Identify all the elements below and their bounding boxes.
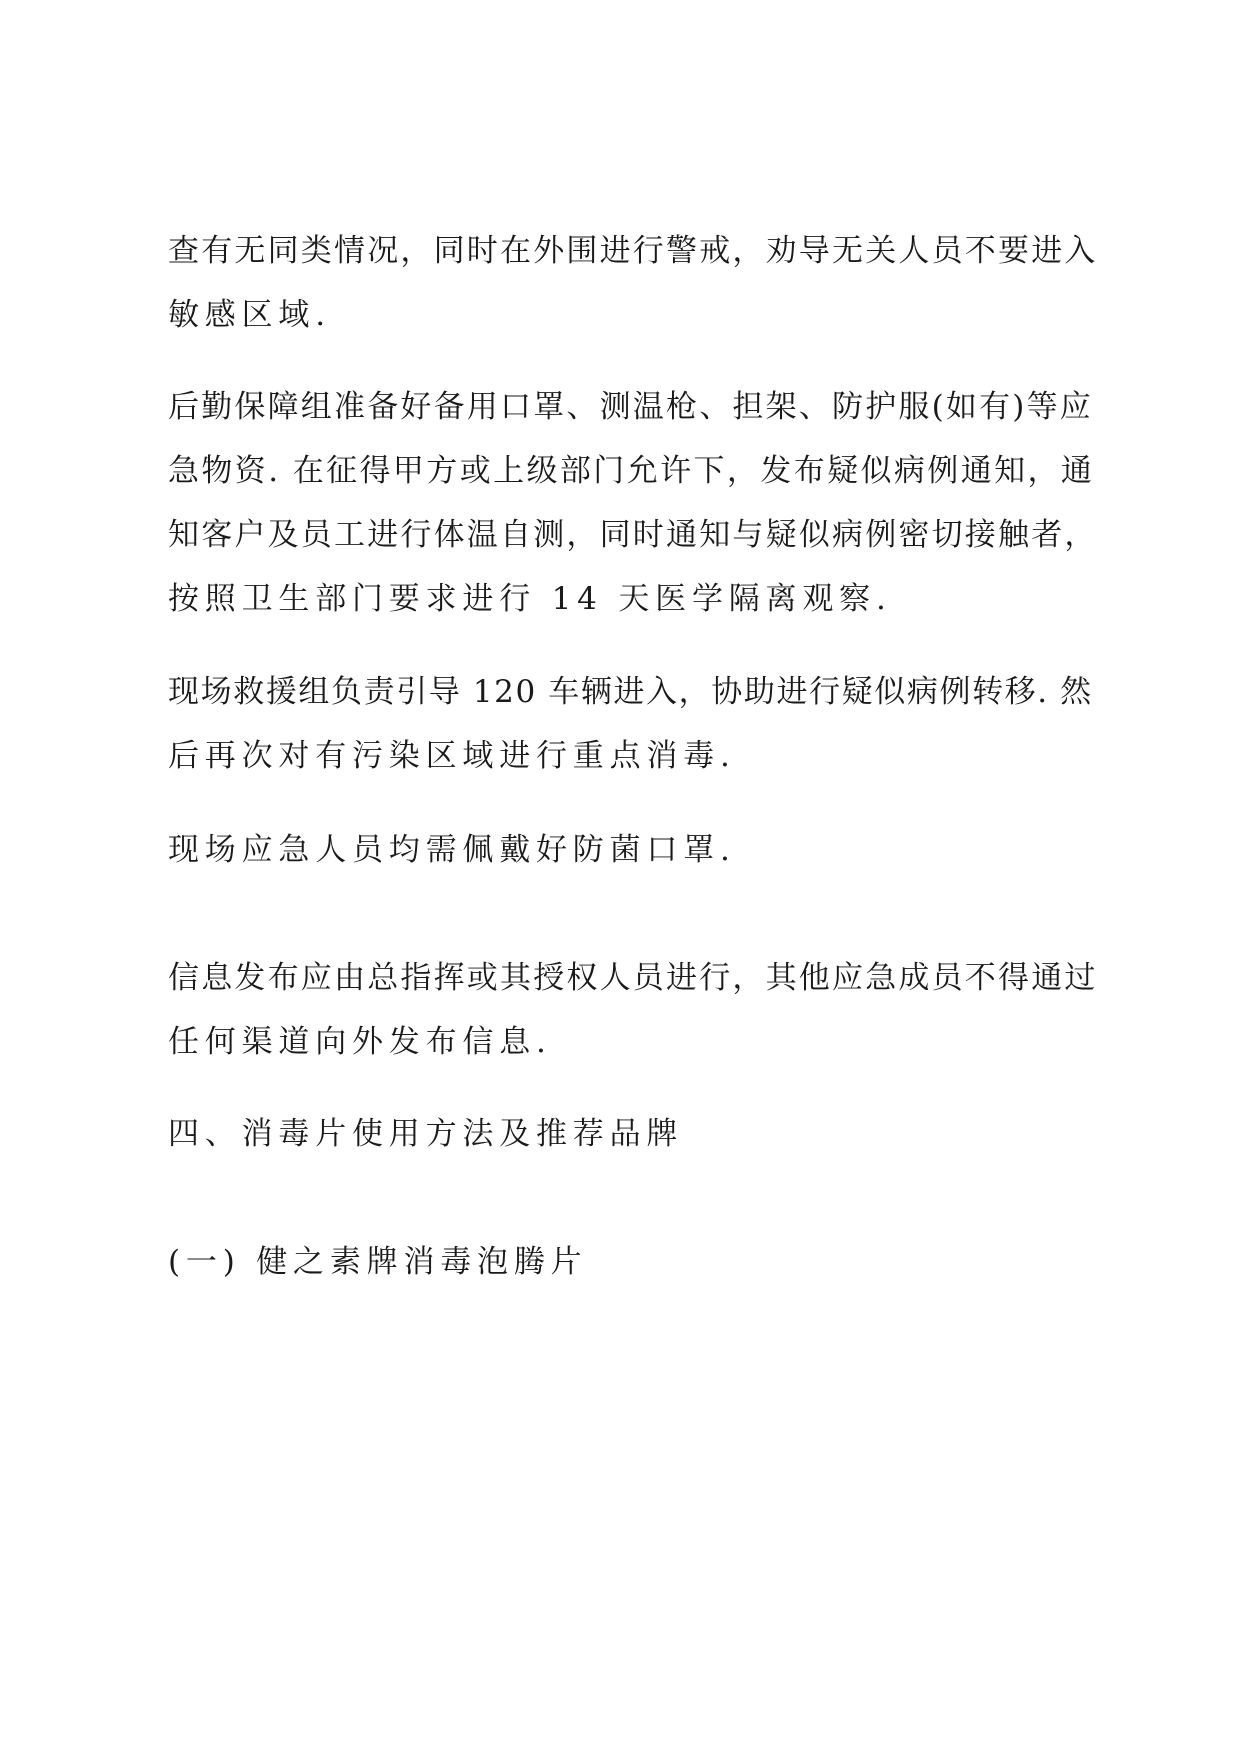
text-line: 现场救援组负责引导 120 车辆进入，协助进行疑似病例转移. 然 (168, 674, 1093, 710)
paragraph-rescue-group (168, 660, 1098, 788)
paragraph-protective-masks (168, 818, 1098, 882)
subsection-heading: (一) 健之素牌消毒泡腾片 (168, 1244, 588, 1280)
text-line: 任何渠道向外发布信息. (168, 1024, 552, 1060)
text-line: 现场应急人员均需佩戴好防菌口罩. (168, 832, 736, 868)
paragraph-logistics-support (168, 375, 1098, 631)
text-line: 后勤保障组准备好备用口罩、测温枪、担架、防护服(如有)等应 (168, 389, 1093, 425)
text-line: 查有无同类情况，同时在外围进行警戒，劝导无关人员不要进入 (168, 233, 1098, 269)
subsection-heading-brand (168, 1230, 1098, 1294)
paragraph-isolation-check (168, 219, 1098, 347)
text-line: 急物资. 在征得甲方或上级部门允许下，发布疑似病例通知，通 (168, 453, 1095, 489)
text-line: 后再次对有污染区域进行重点消毒. (168, 738, 736, 774)
text-line: 敏感区域. (168, 297, 331, 333)
text-line: 按照卫生部门要求进行 14 天医学隔离观察. (168, 581, 892, 617)
section-heading-disinfection-tablets (168, 1102, 1098, 1166)
text-line: 知客户及员工进行体温自测，同时通知与疑似病例密切接触者， (168, 517, 1098, 553)
document-page (168, 0, 1098, 1754)
paragraph-information-release (168, 946, 1098, 1074)
text-line: 信息发布应由总指挥或其授权人员进行，其他应急成员不得通过 (168, 960, 1098, 996)
section-heading: 四、消毒片使用方法及推荐品牌 (168, 1116, 684, 1152)
